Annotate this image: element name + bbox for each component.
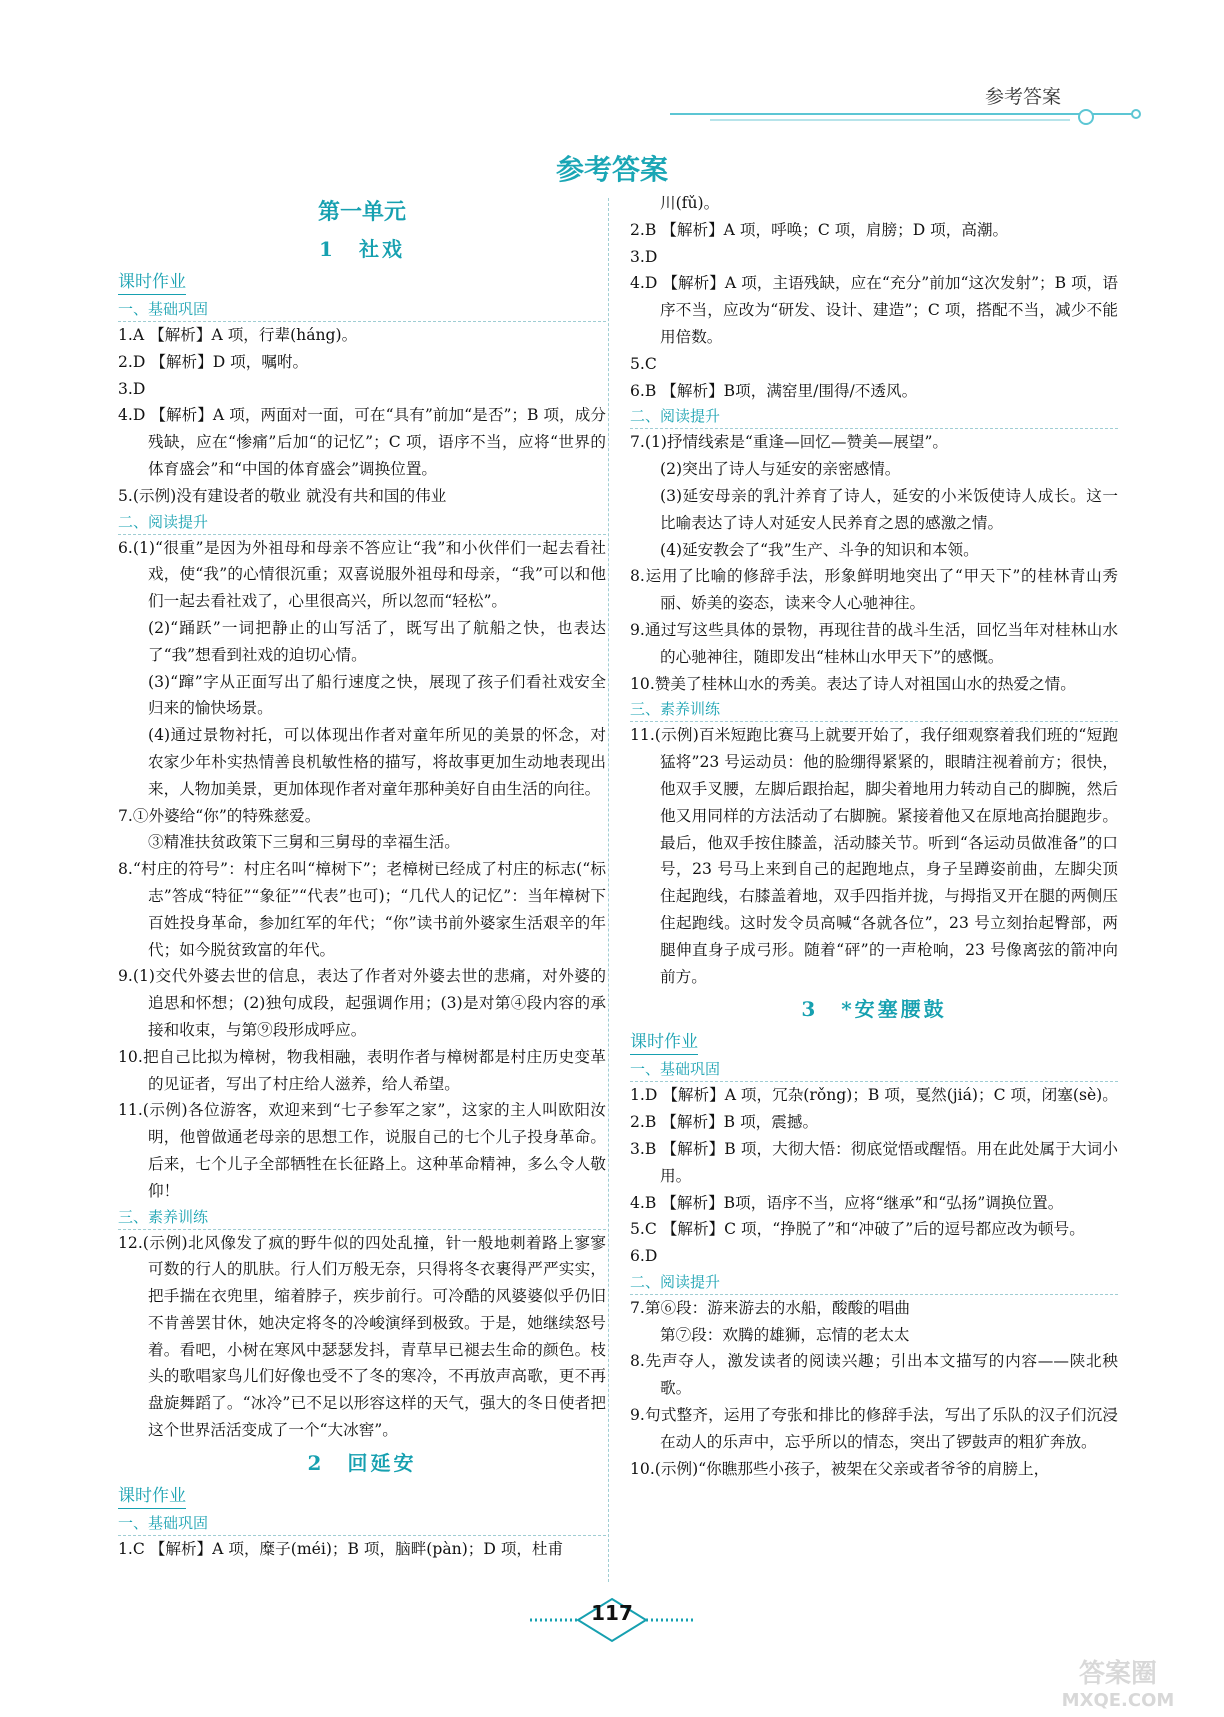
svg-text:答案圈: 答案圈 [1078,1659,1158,1689]
answer-item: 川(fǔ)。 [660,194,720,212]
answer-item: 7.①外婆给“你”的特殊慈爱。 [118,806,321,825]
answer-item: 7.(1)抒情线索是“重逢—回忆—赞美—展望”。 [630,433,949,452]
answer-item: 8.“村庄的符号”：村庄名叫“樟树下”；老樟树已经成了村庄的标志(“标志”答成“特征”“象征”“代表”也可)；“几代人的记忆”：当年樟树下百姓投身革命，参加红军的年代；“你”读书前外婆家生活艰辛的年代；如今脱贫致富的年代。 [118,860,606,959]
answer-item: 8.先声夺人，激发读者的阅读兴趣；引出本文描写的内容——陕北秧歌。 [630,1352,1118,1398]
answer-item: 6.B 【解析】B项，满窑里/围得/不透风。 [630,381,918,400]
subsection-heading: 一、基础巩固 [118,1511,606,1536]
answer-item: 5.(示例)没有建设者的敬业 就没有共和国的伟业 [118,486,447,505]
answer-item: (4)延安教会了“我”生产、斗争的知识和本领。 [660,540,979,559]
subsection-heading: 三、素养训练 [118,1205,606,1230]
subsection-heading: 二、阅读提升 [630,1270,1118,1295]
answer-item: (2)“踊跃”一词把静止的山写活了，既写出了航船之快，也表达了“我”想看到社戏的迫切心情。 [148,618,606,664]
svg-text:MXQE.COM: MXQE.COM [1061,1690,1175,1711]
answer-item: 5.C 【解析】C 项，“挣脱了”和“冲破了”后的逗号都应改为顿号。 [630,1220,1085,1239]
answer-item: (2)突出了诗人与延安的亲密感情。 [660,460,901,479]
answer-item: 1.D 【解析】A 项，冗杂(rǒng)；B 项，戛然(jiá)；C 项，闭塞(sè)。 [630,1086,1118,1105]
answer-item: 4.D 【解析】A 项，两面对一面，可在“具有”前加“是否”；B 项，成分残缺，应在“惨痛”后加“的记忆”；C 项，语序不当，应将“世界的体育盛会”和“中国的体育盛会”调换位置。 [118,406,606,478]
answer-item: 第⑦段：欢腾的雄狮，忘情的老太太 [660,1325,910,1344]
answer-item: 12.(示例)北风像发了疯的野牛似的四处乱撞，针一般地刺着路上寥寥可数的行人的肌肤。行人们万般无奈，只得将冬衣裹得严严实实，把手揣在衣兜里，缩着脖子，疾步前行。可冷酷的风婆婆似乎仍旧不肯善罢甘休，她决定将冬的冷峻演绎到极致。于是，她继续怒号着。看吧，小树在寒风中瑟瑟发抖，青草早已褪去生命的颜色。枝头的歌唱家鸟儿们好像也受不了冬的寒冷，不再放声高歌，更不再盘旋舞蹈了。“冰冷”已不足以形容这样的天气，强大的冬日使者把这个世界活活变成了一个“大冰窖”。 [118,1233,606,1440]
answer-item: (3)“蹿”字从正面写出了船行速度之快，展现了孩子们看社戏安全归来的愉快场景。 [148,672,606,718]
answer-item: 2.D 【解析】D 项，嘱咐。 [118,352,309,371]
page-title: 参考答案 [555,153,668,186]
answer-item: 9.句式整齐，运用了夸张和排比的修辞手法，写出了乐队的汉子们沉浸在动人的乐声中，忘乎所以的情态，突出了锣鼓声的粗犷奔放。 [630,1406,1118,1451]
answer-item: 4.B 【解析】B项，语序不当，应将“继承”和“弘扬”调换位置。 [630,1193,1064,1212]
answer-item: 1.A 【解析】A 项，行辈(háng)。 [118,326,358,344]
subsection-heading: 一、基础巩固 [630,1057,1118,1082]
lesson-title: 2 回延安 [307,1450,417,1475]
answer-item: 5.C [630,354,657,373]
answer-item: 11.(示例)各位游客，欢迎来到“七子参军之家”，这家的主人叫欧阳汝明，他曾做通老母亲的思想工作，说服自己的七个儿子投身革命。后来，七个儿子全部牺牲在长征路上。这种革命精神，多么令人敬仰！ [118,1101,606,1200]
answer-item: 6.(1)“很重”是因为外祖母和母亲不答应让“我”和小伙伴们一起去看社戏，使“我”的心情很沉重；双喜说服外祖母和母亲，“我”可以和他们一起去看社戏了，心里很高兴，所以忽而“轻松”。 [118,538,606,611]
answer-item: 1.C 【解析】A 项，糜子(méi)；B 项，脑畔(pàn)；D 项，杜甫 [118,1539,564,1558]
unit-title: 第一单元 [317,200,406,225]
lesson-title: 3 *安塞腰鼓 [801,997,947,1022]
answer-item: 7.第⑥段：游来游去的水船，酸酸的唱曲 [630,1298,910,1317]
right-column [630,190,1118,1482]
answer-item: 10.(示例)“你瞧那些小孩子，被架在父亲或者爷爷的肩膀上， [630,1459,1050,1478]
column-divider [608,198,609,1582]
header-decoration [670,104,1150,128]
left-column [118,196,606,1563]
subsection-heading: 三、素养训练 [630,697,1118,722]
answer-item: 10.把自己比拟为樟树，物我相融，表明作者与樟树都是村庄历史变革的见证者，写出了村庄给人滋养，给人希望。 [118,1047,606,1093]
subsection-heading: 一、基础巩固 [118,297,606,322]
section-heading: 课时作业 [118,1484,186,1509]
answer-item: (3)延安母亲的乳汁养育了诗人，延安的小米饭使诗人成长。这一比喻表达了诗人对延安人民养育之恩的感激之情。 [660,486,1118,532]
watermark-logo [1028,1652,1208,1712]
section-heading: 课时作业 [118,270,186,295]
answer-item: 11.(示例)百米短跑比赛马上就要开始了，我仔细观察着我们班的“短跑猛将”23 号运动员：他的脸绷得紧紧的，眼睛注视着前方；很快，他双手叉腰，左脚后跟抬起，脚尖着地用力转动自己的脚腕，然后他又用同样的方法活动了右脚腕。紧接着他又在原地高抬腿跑步。最后，他双手按住膝盖，活动膝关节。听到“各运动员做准备”的口号，23 号马上来到自己的起跑地点，身子呈蹲姿前曲，左脚尖顶住起跑线，右膝盖着地，双手四指并拢，与拇指叉开在腿的两侧压住起跑线。这时发令员高喊“各就各位”，23 号立刻抬起臀部，两腿伸直身子成弓形。随着“砰”的一声枪响，23 号像离弦的箭冲向前方。 [630,726,1118,986]
page-number: 117 [591,1601,633,1625]
answer-item: 6.D [630,1247,658,1266]
answer-item: 2.B 【解析】A 项，呼唤；C 项，肩膀；D 项，高潮。 [630,220,1009,239]
lesson-title: 1 社戏 [319,237,405,261]
answer-item: 3.D [118,379,146,398]
subsection-heading: 二、阅读提升 [630,404,1118,429]
answer-item: (4)通过景物衬托，可以体现出作者对童年所见的美景的怀念，对农家少年朴实热情善良机敏性格的描写，将故事更加生动地表现出来，人物加美景，更加体现作者对童年那种美好自由生活的向往。 [148,726,606,798]
answer-item: 2.B 【解析】B 项，震撼。 [630,1113,819,1132]
section-heading: 课时作业 [630,1030,698,1055]
answer-item: 4.D 【解析】A 项，主语残缺，应在“充分”前加“这次发射”；B 项，语序不当，应改为“研发、设计、建造”；C 项，搭配不当，减少不能用倍数。 [630,274,1118,346]
subsection-heading: 二、阅读提升 [118,510,606,535]
answer-item: 9.(1)交代外婆去世的信息，表达了作者对外婆去世的悲痛，对外婆的追思和怀想；(2)独句成段，起强调作用；(3)是对第④段内容的承接和收束，与第⑨段形成呼应。 [118,967,606,1039]
answer-item: ③精准扶贫政策下三舅和三舅母的幸福生活。 [148,833,460,852]
answer-item: 9.通过写这些具体的景物，再现往昔的战斗生活，回忆当年对桂林山水的心驰神往，随即发出“桂林山水甲天下”的感慨。 [630,620,1118,666]
header-label: 参考答案 [985,86,1062,108]
answer-item: 10.赞美了桂林山水的秀美。表达了诗人对祖国山水的热爱之情。 [630,674,1076,693]
answer-item: 3.B 【解析】B 项，大彻大悟：彻底觉悟或醒悟。用在此处属于大词小用。 [630,1139,1118,1185]
answer-item: 8.运用了比喻的修辞手法，形象鲜明地突出了“甲天下”的桂林青山秀丽、娇美的姿态，读来令人心驰神往。 [630,567,1118,613]
answer-item: 3.D [630,247,658,266]
